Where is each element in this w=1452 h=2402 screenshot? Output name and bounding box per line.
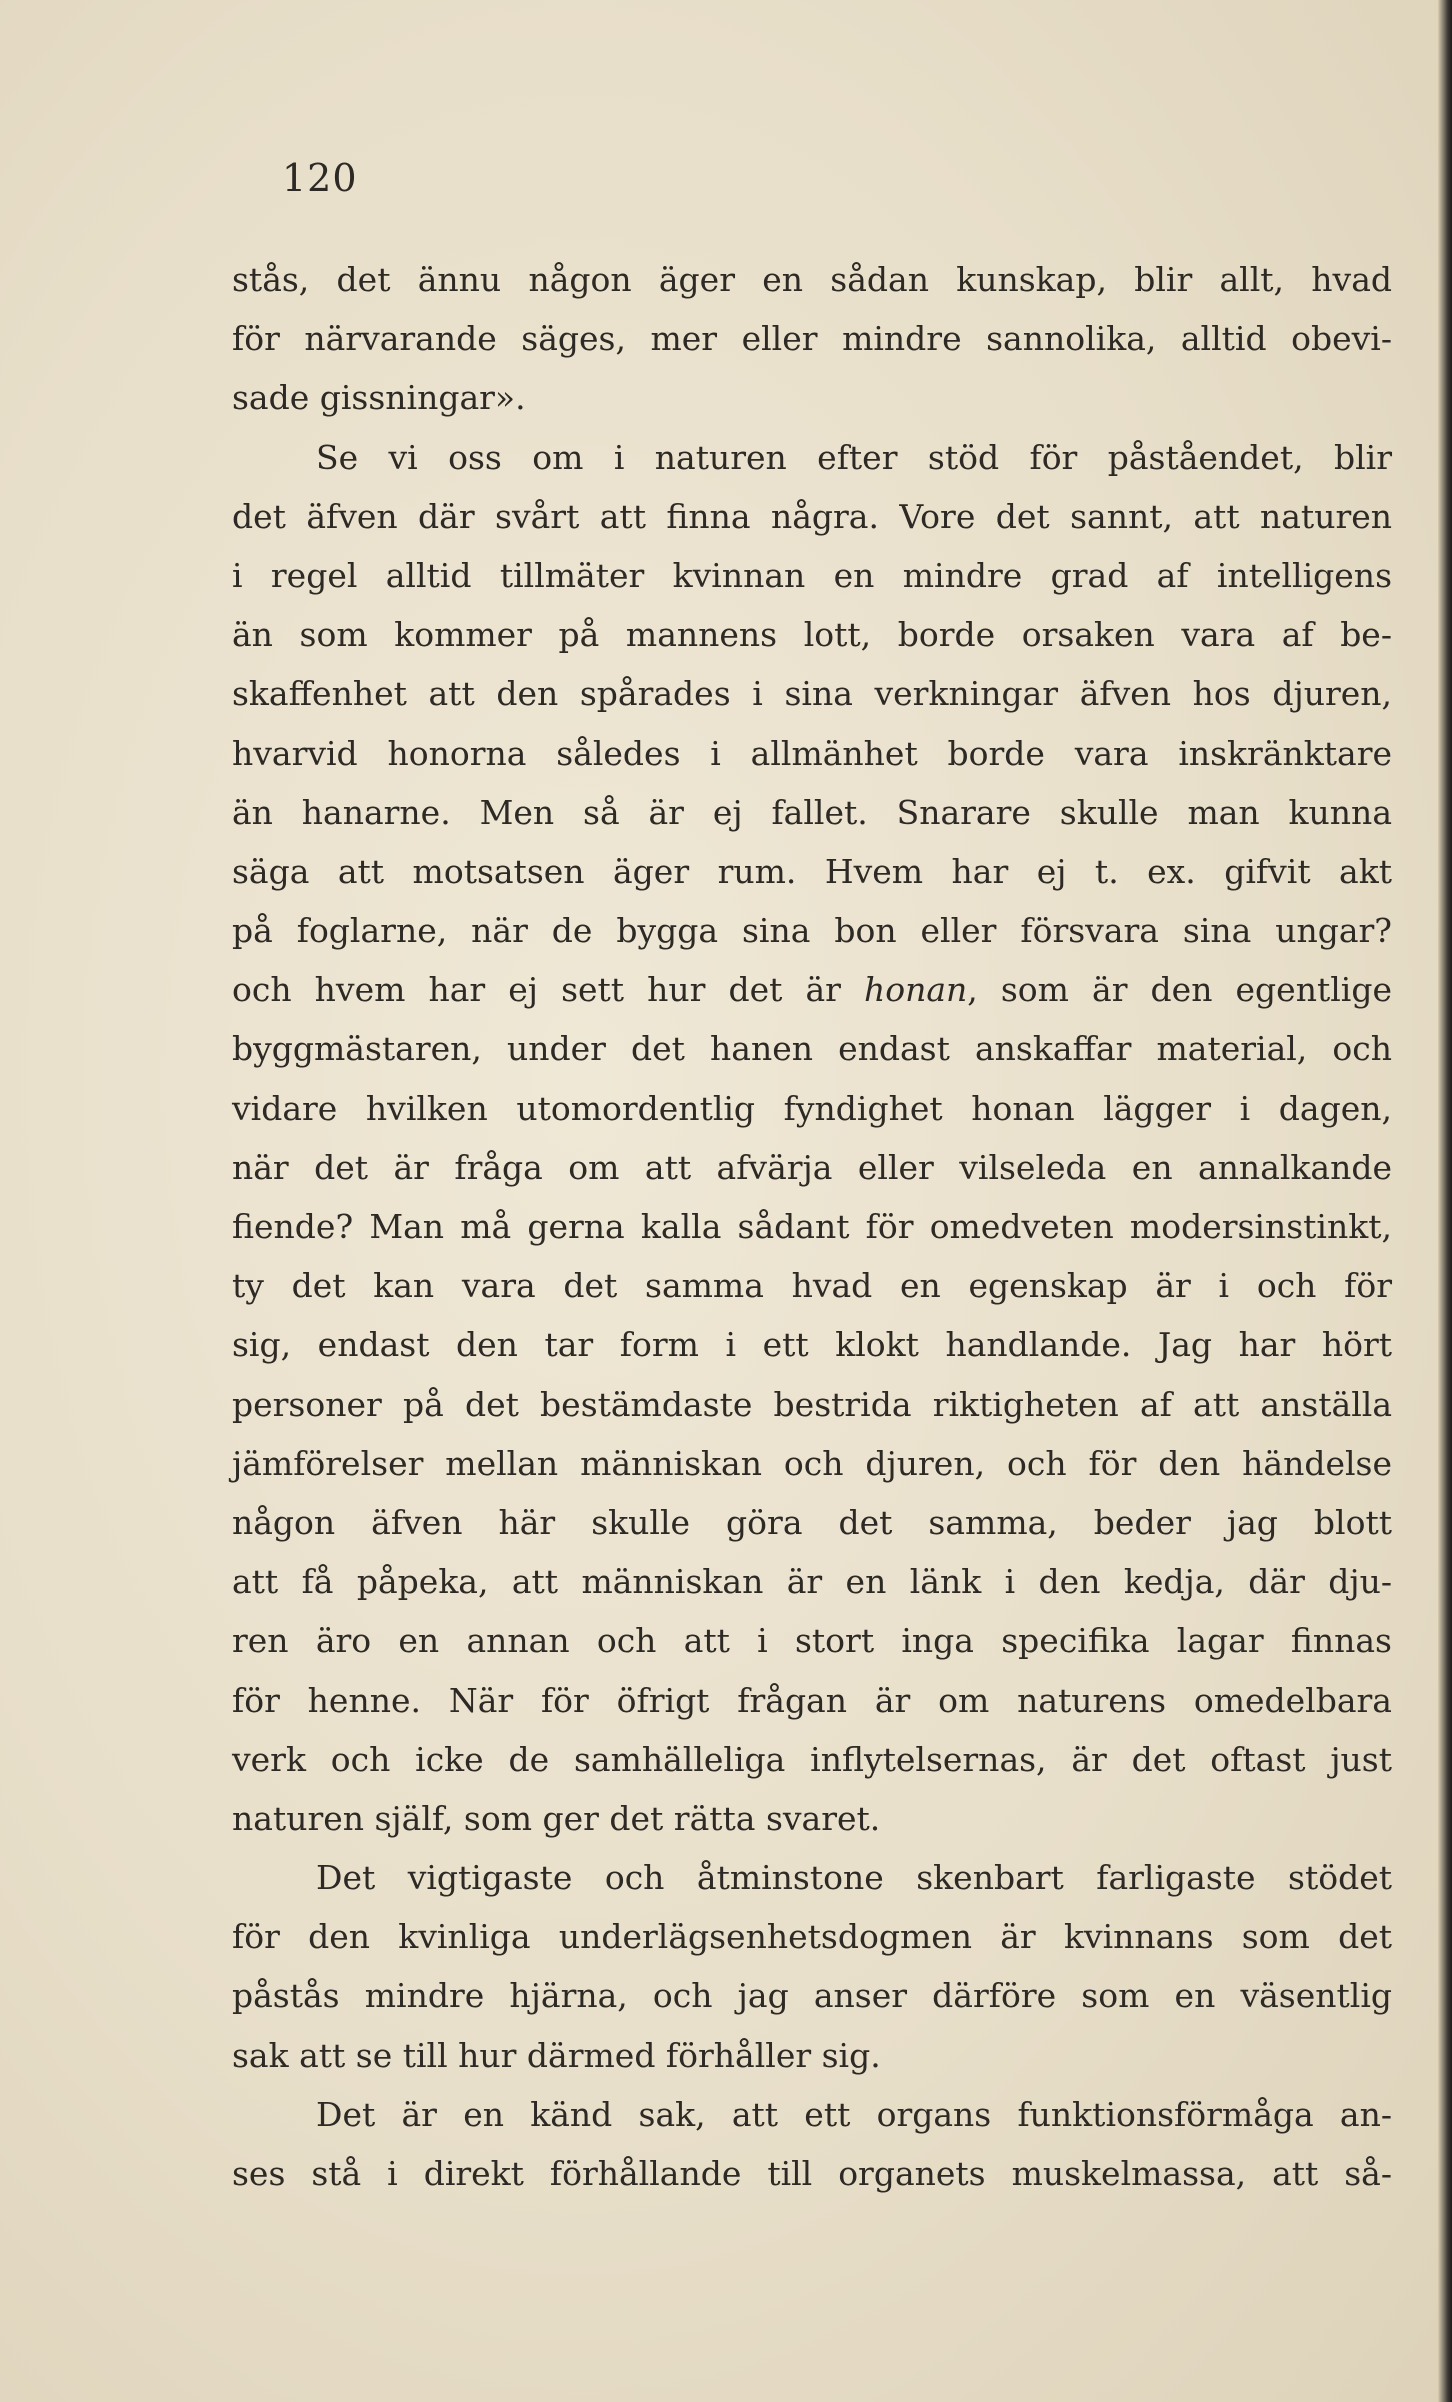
text-line: sak att se till hur därmed förhåller sig. [232,2035,881,2075]
text-line: än hanarne. Men så är ej fallet. Snarare skulle man kunna [232,792,1392,832]
text-line: verk och icke de samhälleliga inflytelsernas, är det oftast just [232,1739,1392,1779]
text-line: skaffenhet att den spårades i sina verkningar äfven hos djuren, [232,674,1392,714]
text-line: ren äro en annan och att i stort inga specifika lagar finnas [232,1621,1392,1661]
text-line: jämförelser mellan människan och djuren, och för den händelse [232,1443,1392,1483]
text-line: ty det kan vara det samma hvad en egenskap är i och för [232,1266,1392,1306]
paragraph-start-line: Det vigtigaste och åtminstone skenbart farligaste stödet [316,1858,1392,1898]
text-line: när det är fråga om att afvärja eller vilseleda en annalkande [232,1147,1392,1187]
text-line: naturen själf, som ger det rätta svaret. [232,1798,881,1838]
emphasized-word: honan [863,970,968,1010]
text-line: för den kvinliga underlägsenhetsdogmen är kvinnans som det [232,1917,1392,1957]
text-line: hvarvid honorna således i allmänhet borde vara inskränktare [232,733,1392,773]
page-number: 120 [282,156,358,200]
text-line: sig, endast den tar form i ett klokt handlande. Jag har hört [232,1325,1392,1365]
text-line: byggmästaren, under det hanen endast anskaffar material, och [232,1029,1392,1069]
text-line: än som kommer på mannens lott, borde orsaken vara af be- [232,615,1392,655]
text-line-with-emphasis [232,960,1392,1019]
text-line: fiende? Man må gerna kalla sådant för omedveten modersinstinkt, [232,1207,1392,1246]
text-line: vidare hvilken utomordentlig fyndighet honan lägger i dagen, [232,1088,1392,1128]
paragraph-start-line: Det är en känd sak, att ett organs funktionsförmåga an- [316,2094,1392,2134]
text-line: stås, det ännu någon äger en sådan kunskap, blir allt, hvad [232,260,1392,299]
text-line: för närvarande säges, mer eller mindre sannolika, alltid obevi- [232,319,1392,359]
page-edge-shadow [1438,0,1452,2402]
text-line: på foglarne, när de bygga sina bon eller försvara sina ungar? [232,911,1392,951]
text-line: ses stå i direkt förhållande till organets muskelmassa, att så- [232,2154,1392,2193]
text-line: det äfven där svårt att finna några. Vore det sannt, att naturen [232,496,1392,536]
text-line: personer på det bestämdaste bestrida riktigheten af att anställa [232,1384,1392,1424]
text-line: i regel alltid tillmäter kvinnan en mindre grad af intelligens [232,555,1392,595]
text-line: sade gissningar». [232,378,526,418]
text-line: att få påpeka, att människan är en länk i den kedja, där dju- [232,1562,1392,1602]
text-line: någon äfven här skulle göra det samma, beder jag blott [232,1502,1392,1542]
text-line: säga att motsatsen äger rum. Hvem har ej t. ex. gifvit akt [232,851,1392,891]
paragraph-start-line: Se vi oss om i naturen efter stöd för påståendet, blir [316,437,1392,477]
text-segment: , som är den egentlige [967,970,1392,1010]
text-segment: och hvem har ej sett hur det är [232,970,864,1010]
text-line: för henne. När för öfrigt frågan är om naturens omedelbara [232,1680,1392,1720]
body-text [232,250,1392,2203]
text-line: påstås mindre hjärna, och jag anser därföre som en väsentlig [232,1976,1392,2016]
